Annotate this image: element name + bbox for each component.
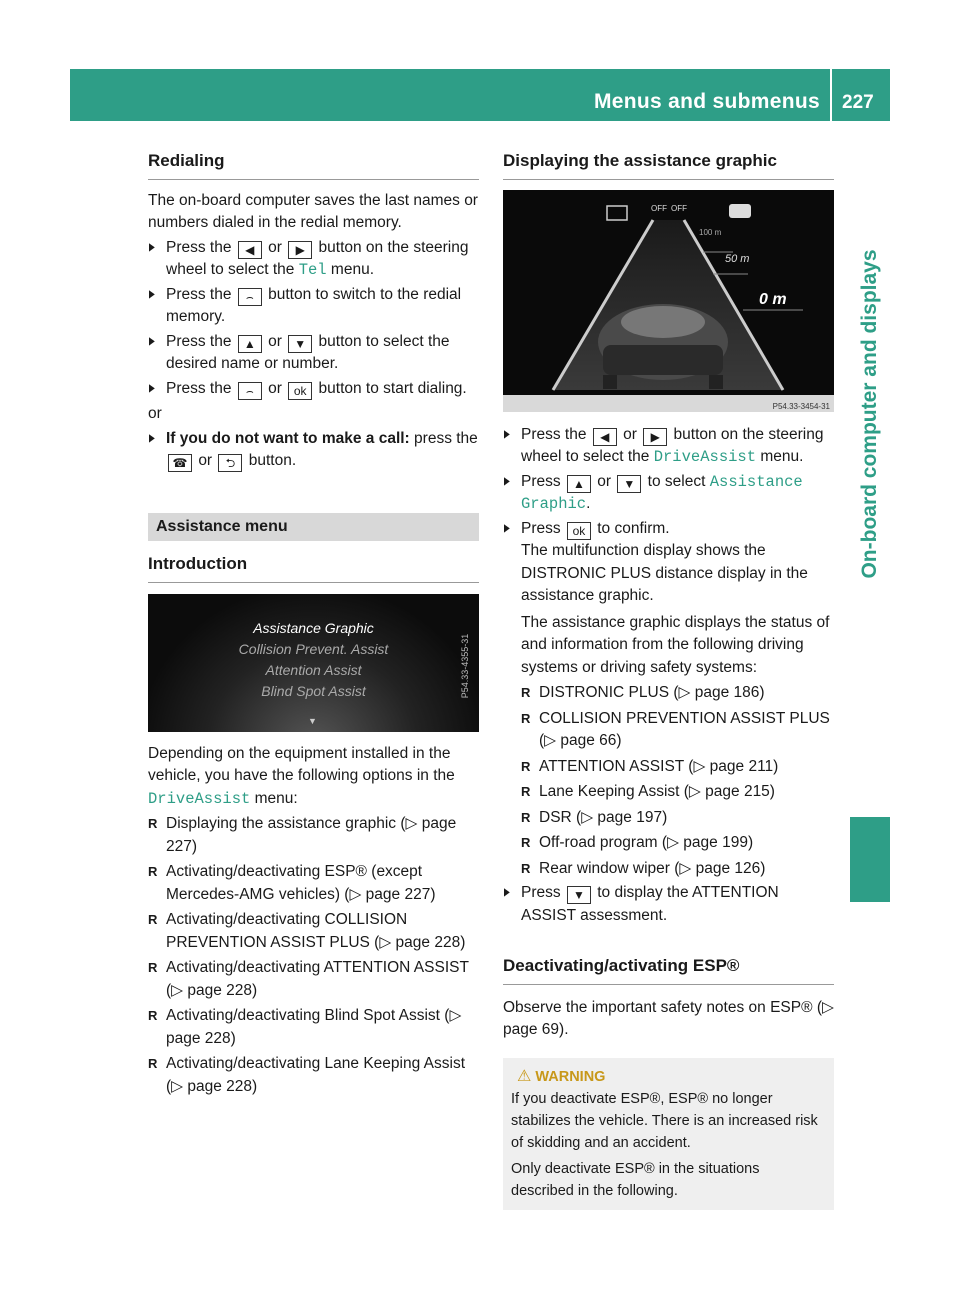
options-intro: Depending on the equipment installed in the vehicle, you have the following options in the DriveAssist menu: [148,744,455,808]
distance-label-0: 0 m [759,290,787,308]
graphic-step-3-detail: The assistance graphic displays the status of and information from the following driving systems or driving safety systems: [521,613,830,676]
car-wheel-left [603,375,617,389]
or-text: or [148,405,162,422]
right-arrow-key-icon: ▶ [288,241,312,259]
esp-intro: Observe the important safety notes on ESP® (▷ page 69). [503,998,834,1038]
graphic-step-3: ▶ Press ok to confirm. The multifunction display shows the DISTRONIC PLUS distance display in the assistance graphic. The assistance graphic displays the status of and information from the following driving systems or driving safety systems: R DISTRONIC PLUS (▷ page 186) R COLLISION PREVENTION ASSIST PLUS (▷ page 66) R ATTENTION ASSIST (▷ page 211) R Lane Keeping Assist (▷ page 215) R DSR (▷ page 197) R Off-road program (▷ page 199) R Rear window wiper (▷ page 126) [503,518,834,881]
introduction-heading: Introduction [148,553,479,583]
option-item: R Activating/deactivating Lane Keeping Assist (▷ page 228) [148,1053,479,1098]
down-arrow-key-icon: ▼ [288,335,312,353]
car-windshield [621,306,705,338]
running-header-title: Menus and submenus [594,90,820,113]
left-column [148,150,479,1098]
graphic-step-3-result: The multifunction display shows the DISTRONIC PLUS distance display in the assistance graphic. [521,542,808,604]
warning-text-2: Only deactivate ESP® in the situations described in the following. [511,1160,760,1199]
option-item: R Activating/deactivating ATTENTION ASSIST (▷ page 228) [148,957,479,1002]
redialing-heading: Redialing [148,150,479,180]
assistance-menu-list [148,618,479,702]
down-arrow-key-icon: ▼ [567,886,591,904]
coffee-cup-icon [729,204,751,218]
graphic-heading: Displaying the assistance graphic [503,150,834,180]
driveassist-menu-name: DriveAssist [148,789,251,808]
assistance-graphic-menu-name: Assistance Graphic [521,472,803,513]
car-front [603,345,723,375]
redial-step-2: ▶ Press the ⌢ button to switch to the redial memory. [148,284,479,329]
redial-step-1: ▶ Press the ◀ or ▶ button on the steering wheel to select the Tel menu. [148,237,479,282]
right-column [503,150,834,1210]
redial-step-4: ▶ Press the ⌢ or ok button to start dialing. [148,378,479,401]
system-item: R ATTENTION ASSIST (▷ page 211) [521,756,834,779]
system-item: R Rear window wiper (▷ page 126) [521,858,834,881]
menu-item: Attention Assist [265,661,362,678]
down-arrow-key-icon: ▼ [617,475,641,493]
menu-item: Collision Prevent. Assist [238,640,389,657]
warning-triangle-icon: ⚠ [517,1067,532,1085]
menu-item: Blind Spot Assist [261,682,366,699]
esp-heading: Deactivating/activating ESP® [503,955,834,985]
assistance-graphic-image [503,190,834,412]
phone-key-icon: ⌢ [238,288,262,306]
warning-title: WARNING [535,1068,606,1085]
ok-key-icon: ok [567,522,591,540]
redialing-intro: The on-board computer saves the last names or numbers dialed in the redial memory. [148,191,478,231]
image-code: P54.33-4355-31 [459,633,470,698]
header-separator [830,69,832,121]
up-arrow-key-icon: ▲ [238,335,262,353]
redial-step-5: ▶ If you do not want to make a call: press the ☎ or ⮌ button. [148,428,479,473]
hang-up-key-icon: ☎ [168,454,192,472]
graphic-step-2: ▶ Press ▲ or ▼ to select Assistance Graphic. [503,471,834,516]
system-item: R COLLISION PREVENTION ASSIST PLUS (▷ page 66) [521,708,834,753]
side-tab-label: On-board computer and displays [858,249,881,579]
graphic-step-1: ▶ Press the ◀ or ▶ button on the steering wheel to select the DriveAssist menu. [503,424,834,469]
driveassist-menu-name: DriveAssist [653,448,757,466]
distance-label-100: 100 m [699,227,722,237]
warning-text-1: If you deactivate ESP®, ESP® no longer stabilizes the vehicle. There is an increased risk of skidding and an accident. [511,1090,818,1151]
image-code: P54.33-3454-31 [772,401,830,411]
tel-menu-name: Tel [298,261,327,279]
warning-box [503,1058,834,1210]
option-item: R Activating/deactivating ESP® (except Mercedes-AMG vehicles) (▷ page 227) [148,861,479,906]
redial-step-3: ▶ Press the ▲ or ▼ button to select the desired name or number. [148,331,479,376]
system-item: R DSR (▷ page 197) [521,807,834,830]
graphic-step-4: ▶ Press ▼ to display the ATTENTION ASSIST assessment. [503,882,834,927]
assistance-menu-image [148,594,479,732]
side-tab-marker [850,817,890,902]
page-number: 227 [842,92,874,113]
system-item: R DISTRONIC PLUS (▷ page 186) [521,682,834,705]
distance-label-50: 50 m [725,252,750,265]
left-arrow-key-icon: ◀ [238,241,262,259]
left-arrow-key-icon: ◀ [593,428,617,446]
ok-key-icon: ok [288,382,312,400]
up-arrow-key-icon: ▲ [567,475,591,493]
system-item: R Lane Keeping Assist (▷ page 215) [521,781,834,804]
off-label-1: OFF [651,203,667,213]
assistance-menu-heading: Assistance menu [148,513,479,542]
off-label-2: OFF [671,203,687,213]
back-key-icon: ⮌ [218,454,242,472]
option-item: R Displaying the assistance graphic (▷ page 227) [148,813,479,858]
car-wheel-right [709,375,723,389]
system-item: R Off-road program (▷ page 199) [521,832,834,855]
phone-key-icon: ⌢ [238,382,262,400]
scroll-down-icon: ▼ [308,715,317,726]
option-item: R Activating/deactivating COLLISION PREVENTION ASSIST PLUS (▷ page 228) [148,909,479,954]
menu-item-selected: Assistance Graphic [253,619,374,636]
right-arrow-key-icon: ▶ [643,428,667,446]
option-item: R Activating/deactivating Blind Spot Assist (▷ page 228) [148,1005,479,1050]
